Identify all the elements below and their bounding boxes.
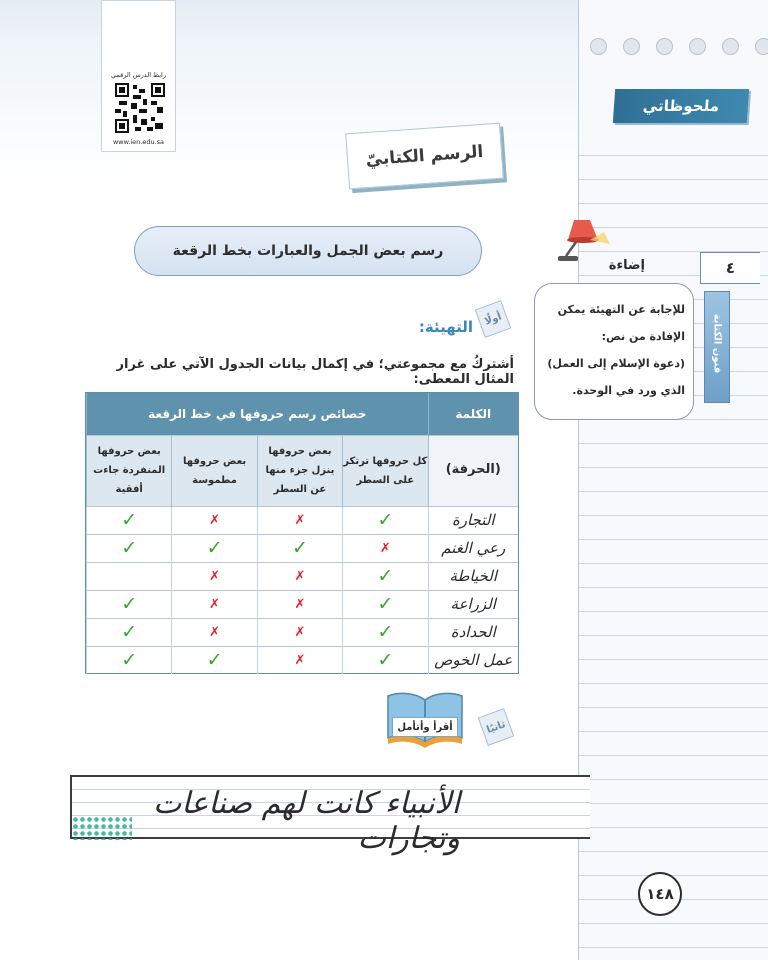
table-cell-word: عمل الخوص	[428, 646, 518, 674]
binder-hole	[656, 38, 673, 55]
table-cell-mark: ✗	[343, 534, 428, 562]
table-row	[87, 562, 519, 590]
table-cell-mark: ✓	[172, 534, 257, 562]
table-cell-mark: ✓	[87, 646, 172, 674]
table-cell-mark: ✓	[343, 506, 428, 534]
decorative-dots	[72, 816, 132, 840]
table-row	[87, 646, 519, 674]
tip-line: للإجابة عن التهيئة يمكن	[557, 303, 685, 316]
table-column-header: بعض حروفها ينزل جزء منها عن السطر	[257, 435, 342, 506]
table-column-header: كل حروفها ترتكز على السطر	[343, 435, 428, 506]
notes-column	[578, 0, 768, 960]
desk-lamp-icon	[554, 214, 612, 264]
qr-code-icon[interactable]	[115, 83, 165, 133]
read-and-reflect-label: أقرأ وأتأمل	[392, 717, 458, 737]
table-cell-mark: ✓	[257, 534, 342, 562]
table-cell-mark: ✗	[172, 618, 257, 646]
table-cell-word: رعي الغنم	[428, 534, 518, 562]
table-cell-mark: ✗	[172, 590, 257, 618]
table-column-header: بعض حروفها المنفردة جاءت أفقية	[87, 435, 172, 506]
table-header-word: الكلمة	[428, 393, 518, 435]
tip-line: الذي ورد في الوحدة.	[572, 384, 685, 397]
instruction-text: أشتركُ مع مجموعتي؛ في إكمال بيانات الجدول الآتي على غرار المثال المعطى:	[116, 357, 514, 387]
table-cell-mark: ✗	[172, 562, 257, 590]
table-cell-mark: ✓	[87, 506, 172, 534]
table-cell-mark	[87, 562, 172, 590]
table-cell-word: التجارة	[428, 506, 518, 534]
table-row	[87, 506, 519, 534]
lesson-goal: رسم بعض الجمل والعبارات بخط الرقعة	[134, 226, 482, 276]
qr-caption: رابط الدرس الرقمي	[111, 71, 166, 79]
tip-line: (دعوة الإسلام إلى العمل)	[547, 357, 685, 370]
table-column-header: بعض حروفها مطموسة	[172, 435, 257, 506]
table-subheader-word: (الحرفة)	[428, 435, 518, 506]
table-cell-mark: ✗	[257, 618, 342, 646]
chapter-number-tab[interactable]: ٤	[700, 252, 760, 284]
table-row	[87, 534, 519, 562]
table-row	[87, 590, 519, 618]
table-cell-mark: ✓	[172, 646, 257, 674]
table-cell-mark: ✓	[343, 562, 428, 590]
binder-hole	[722, 38, 739, 55]
binder-hole	[590, 38, 607, 55]
table-cell-word: الخياطة	[428, 562, 518, 590]
tip-line: الإفادة من نص:	[601, 330, 685, 343]
notes-title: ملحوظاتي	[613, 89, 749, 123]
binder-hole	[689, 38, 706, 55]
table-cell-mark: ✓	[87, 618, 172, 646]
table-cell-mark: ✗	[257, 646, 342, 674]
tip-box	[534, 283, 694, 420]
section-title-warmup: التهيئة:	[418, 318, 473, 336]
section-badge-second: ثانيًا	[478, 708, 515, 746]
table-cell-word: الحدادة	[428, 618, 518, 646]
table-cell-mark: ✓	[87, 590, 172, 618]
qr-card[interactable]	[101, 0, 176, 152]
table-cell-word: الزراعة	[428, 590, 518, 618]
unit-side-label: فنون الكتابة	[711, 313, 723, 374]
table-header-group: خصائص رسم حروفها في خط الرقعة	[87, 393, 429, 435]
binder-hole	[755, 38, 768, 55]
binder-hole	[623, 38, 640, 55]
lesson-title: الرسم الكتابيّ	[345, 123, 504, 190]
table-row	[87, 618, 519, 646]
table-cell-mark: ✗	[172, 506, 257, 534]
binder-holes	[590, 38, 768, 55]
tip-title: إضاءة	[608, 258, 645, 273]
table-cell-mark: ✗	[257, 562, 342, 590]
section-badge-first: أولًا	[475, 300, 512, 338]
qr-url[interactable]: www.ien.edu.sa	[112, 138, 165, 146]
table-cell-mark: ✓	[87, 534, 172, 562]
table-cell-mark: ✗	[257, 506, 342, 534]
table-cell-mark: ✓	[343, 590, 428, 618]
table-cell-mark: ✓	[343, 646, 428, 674]
table-cell-mark: ✗	[257, 590, 342, 618]
page-number: ١٤٨	[638, 872, 682, 916]
table-cell-mark: ✓	[343, 618, 428, 646]
calligraphy-sentence: الأنبياء كانت لهم صناعات وتجارات	[153, 786, 460, 856]
properties-table	[85, 392, 519, 674]
